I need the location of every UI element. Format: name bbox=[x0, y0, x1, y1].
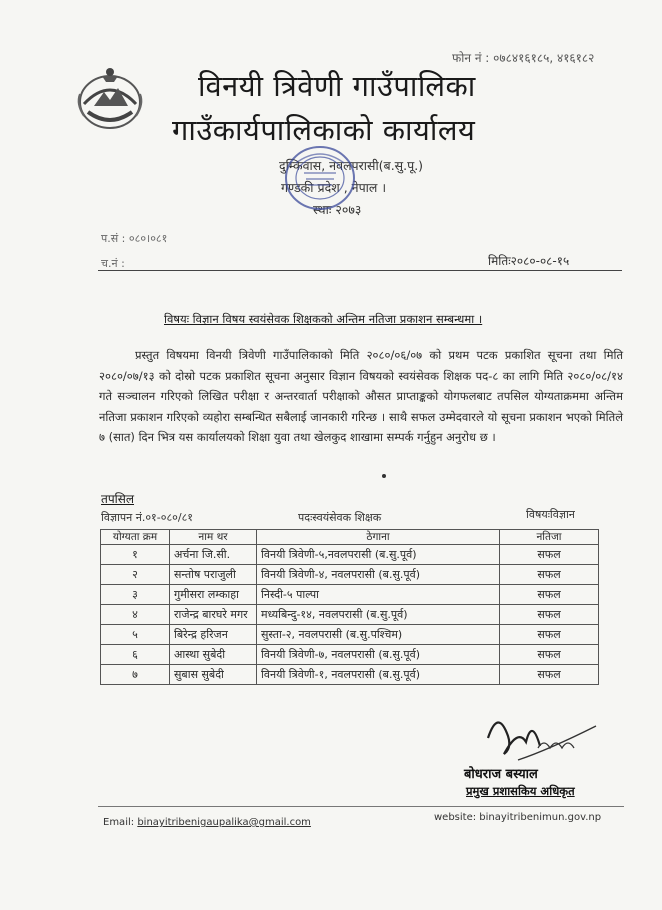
results-table bbox=[100, 529, 599, 685]
cell-rank: ७ bbox=[101, 665, 170, 685]
table-row bbox=[101, 565, 599, 585]
cell-result: सफल bbox=[500, 625, 599, 645]
table-row bbox=[101, 585, 599, 605]
cell-name: बिरेन्द्र हरिजन bbox=[170, 625, 257, 645]
office-province: गण्डकी प्रदेश , नेपाल । bbox=[281, 180, 387, 195]
cell-name: आस्था सुबेदी bbox=[170, 645, 257, 665]
cell-rank: २ bbox=[101, 565, 170, 585]
body-paragraph: प्रस्तुत विषयमा विनयी त्रिवेणी गाउँपालिकाको मिति २०८०/०६/०७ को प्रथम पटक प्रकाशित सूचना तथा मिति २०८०/०७/१३ को दोस्रो पटक प्रकाशित सूचना अनुसार विज्ञान विषयको स्वयंसेवक शिक्षक पद-८ का लागि मिति २०८०/०८/१४ गते सञ्चालन गरिएको लिखित परीक्षा र अन्तरवार्ता परीक्षाको औसत प्राप्ताङ्कको योगफलबाट तपसिल योग्यताक्रममा अन्तिम नतिजा प्रकाशन गरिएको व्यहोरा सम्बन्धित सबैलाई जानकारी गरिन्छ । साथै सफल उम्मेदवारले यो सूचना प्रकाशन भएको मितिले ७ (सात) दिन भित्र यस कार्यालयको शिक्षा युवा तथा खेलकुद शाखामा सम्पर्क गर्नुहुन अनुरोध छ । bbox=[99, 348, 623, 444]
reference-number: प.सं : ०८०।०८१ bbox=[101, 232, 168, 245]
table-row bbox=[101, 545, 599, 565]
ink-dot bbox=[382, 474, 386, 478]
table-row bbox=[101, 625, 599, 645]
footer-email bbox=[103, 817, 311, 828]
cell-name: सन्तोष पराजुली bbox=[170, 565, 257, 585]
cell-address: मध्यबिन्दु-१४, नवलपरासी (ब.सु.पूर्व) bbox=[257, 605, 500, 625]
column-header-name: नाम थर bbox=[170, 530, 257, 545]
footer-divider bbox=[98, 806, 624, 807]
table-row bbox=[101, 605, 599, 625]
cell-name: राजेन्द्र बारघरे मगर bbox=[170, 605, 257, 625]
website-url[interactable]: binayitribenimun.gov.np bbox=[479, 812, 602, 823]
cell-address: विनयी त्रिवेणी-१, नवलपरासी (ब.सु.पूर्व) bbox=[257, 665, 500, 685]
cell-address: विनयी त्रिवेणी-५,नवलपरासी (ब.सु.पूर्व) bbox=[257, 545, 500, 565]
cell-result: सफल bbox=[500, 605, 599, 625]
office-address: दुम्किवास, नवलपरासी(ब.सु.पू.) bbox=[279, 158, 424, 173]
table-row bbox=[101, 665, 599, 685]
tapsil-heading: तपसिल bbox=[101, 492, 135, 506]
office-stamp bbox=[282, 143, 358, 213]
advertisement-number: विज्ञापन नं.०१-०८०/८१ bbox=[101, 511, 194, 524]
cell-result: सफल bbox=[500, 585, 599, 605]
phone-number: फोन नं : ०७८४१६१८५, ४१६१८२ bbox=[452, 51, 595, 65]
header-divider bbox=[98, 270, 622, 271]
column-header-result: नतिजा bbox=[500, 530, 599, 545]
table-header-row bbox=[101, 530, 599, 545]
cell-name: सुबास सुबेदी bbox=[170, 665, 257, 685]
signatory-designation: प्रमुख प्रशासकिय अधिकृत bbox=[466, 784, 575, 798]
established-year: स्थाः २०७३ bbox=[313, 202, 362, 217]
cell-result: सफल bbox=[500, 545, 599, 565]
website-label: website: bbox=[434, 812, 477, 823]
footer-website bbox=[434, 812, 601, 823]
cell-result: सफल bbox=[500, 665, 599, 685]
table-row bbox=[101, 645, 599, 665]
nepal-emblem-icon bbox=[74, 64, 146, 134]
cell-rank: ५ bbox=[101, 625, 170, 645]
cell-address: विनयी त्रिवेणी-४, नवलपरासी (ब.सु.पूर्व) bbox=[257, 565, 500, 585]
cell-rank: ६ bbox=[101, 645, 170, 665]
column-header-address: ठेगाना bbox=[257, 530, 500, 545]
cell-result: सफल bbox=[500, 565, 599, 585]
letter-body bbox=[99, 345, 623, 448]
signatory-name: बोधराज बस्याल bbox=[464, 767, 538, 782]
cell-address: निस्दी-५ पाल्पा bbox=[257, 585, 500, 605]
cell-name: गुमीसरा लम्काहा bbox=[170, 585, 257, 605]
post-name: पदःस्वयंसेवक शिक्षक bbox=[298, 511, 382, 524]
cell-rank: ४ bbox=[101, 605, 170, 625]
letter-date: मितिः२०८०-०८-१५ bbox=[488, 254, 570, 268]
cell-address: सुस्ता-२, नवलपरासी (ब.सु.पश्चिम) bbox=[257, 625, 500, 645]
office-title-line1: विनयी त्रिवेणी गाउँपालिका bbox=[198, 69, 476, 103]
office-title-line2: गाउँकार्यपालिकाको कार्यालय bbox=[172, 113, 476, 147]
cell-name: अर्चना जि.सी. bbox=[170, 545, 257, 565]
column-header-rank: योग्यता क्रम bbox=[101, 530, 170, 545]
cell-rank: १ bbox=[101, 545, 170, 565]
dispatch-number: च.नं : bbox=[101, 257, 125, 270]
letter-subject: विषयः विज्ञान विषय स्वयंसेवक शिक्षकको अन्तिम नतिजा प्रकाशन सम्बन्धमा । bbox=[164, 312, 483, 326]
cell-rank: ३ bbox=[101, 585, 170, 605]
cell-address: विनयी त्रिवेणी-७, नवलपरासी (ब.सु.पूर्व) bbox=[257, 645, 500, 665]
subject-name: विषयःविज्ञान bbox=[526, 508, 575, 521]
email-address[interactable]: binayitribenigaupalika@gmail.com bbox=[137, 817, 311, 828]
email-label: Email: bbox=[103, 817, 135, 828]
cell-result: सफल bbox=[500, 645, 599, 665]
